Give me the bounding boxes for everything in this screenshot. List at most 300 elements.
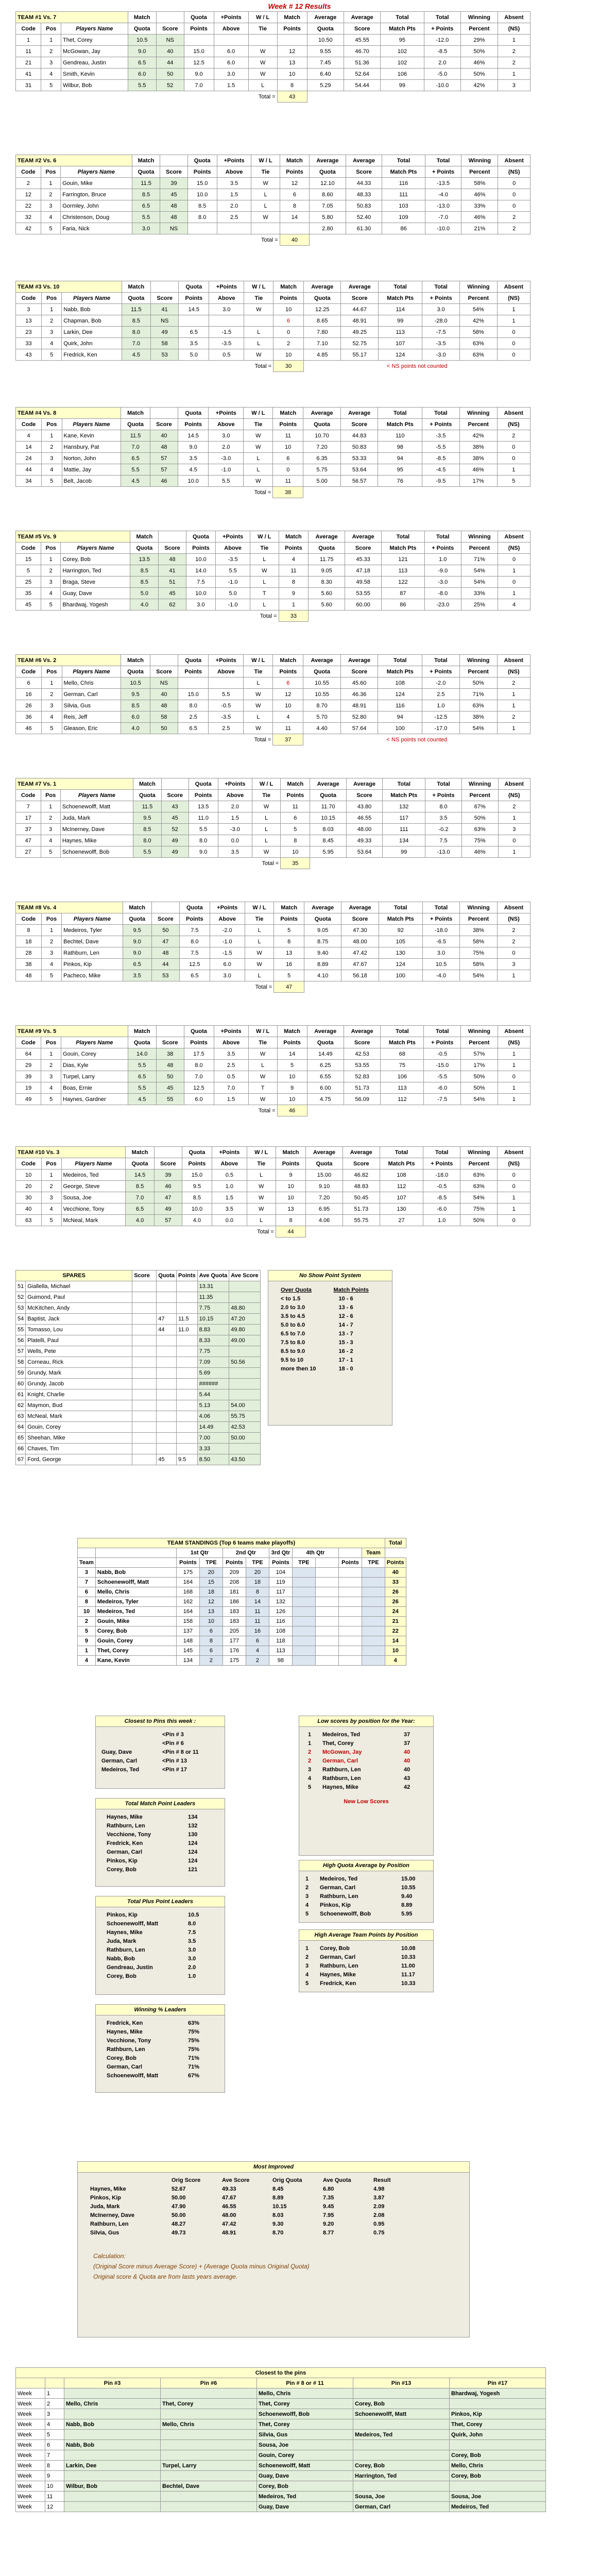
column-header: Quota: [121, 419, 150, 430]
panel-title: Closest to Pins this week :: [96, 1716, 225, 1727]
panel-row: [99, 1748, 221, 1756]
cell: Medeiros, Ted: [257, 2492, 353, 2502]
cell: 0: [498, 1215, 530, 1226]
cell: Sousa, Joe: [450, 2492, 546, 2502]
cell: 5: [41, 1094, 61, 1105]
cell: W: [244, 700, 273, 711]
cell: 3: [498, 824, 530, 835]
cell: 0.5: [214, 1071, 248, 1082]
cell: 1: [279, 599, 309, 611]
column-header: Points: [280, 166, 309, 178]
cell: 67: [16, 1454, 26, 1465]
spacer: [150, 734, 178, 745]
column-header: Players Name: [62, 913, 123, 925]
cell: Gouin, Corey: [257, 2450, 353, 2461]
cell: 208: [223, 1578, 246, 1587]
player-name: Smith, Kevin: [61, 69, 128, 80]
cell: 44.33: [346, 178, 382, 189]
cell: 50.83: [346, 200, 382, 212]
cell: [64, 2450, 161, 2461]
cell: 124: [188, 1849, 198, 1855]
team-header: TEAM #1 Vs. 7: [16, 12, 128, 23]
cell: 10: [78, 1607, 96, 1617]
panel-row: [105, 2036, 216, 2045]
column-header: +Points: [212, 1147, 247, 1158]
spare-row: [16, 1454, 261, 1465]
cell: Thet, Corey: [161, 2399, 257, 2409]
spacer: [41, 234, 60, 246]
cell: 11.5: [122, 304, 150, 315]
cell: [161, 2440, 257, 2450]
cell: 15.0: [178, 689, 209, 700]
cell: 48.80: [229, 1303, 260, 1314]
cell: 63%: [188, 2020, 200, 2026]
noshow-row: [279, 1294, 371, 1303]
column-header: Total: [382, 531, 425, 543]
column-header: Players Name: [62, 293, 122, 304]
cell: L: [244, 464, 273, 476]
pin-row: [16, 2399, 546, 2409]
cell: 4.5: [121, 476, 150, 487]
spacer: [128, 91, 156, 103]
cell: W: [247, 1204, 276, 1215]
cell: Pinkos, Kip: [107, 1857, 138, 1864]
column-header: Above: [218, 790, 252, 801]
cell: 28: [16, 947, 42, 959]
column-header: + Points: [422, 666, 460, 677]
player-name: Maymon, Bud: [26, 1400, 132, 1411]
cell: 48: [16, 970, 42, 981]
cell: 3: [16, 304, 42, 315]
column-header: Match: [121, 408, 150, 419]
cell: [161, 2388, 257, 2399]
cell: 16: [274, 959, 304, 970]
cell: -3.5: [216, 554, 250, 565]
cell: 1: [498, 1082, 530, 1094]
player-name: McKitchen, Andy: [26, 1303, 132, 1314]
cell: 2: [308, 1749, 312, 1755]
cell: 9.0: [178, 442, 209, 453]
cell: 4.10: [304, 970, 341, 981]
column-header: [16, 2378, 45, 2388]
column-header: Points: [176, 1558, 199, 1568]
cell: 7.35: [323, 2194, 334, 2201]
standings-row: [78, 1646, 406, 1656]
panel-row: [105, 1821, 216, 1830]
column-header: W / L: [244, 408, 273, 419]
column-header: [161, 778, 189, 790]
cell: 56: [16, 1335, 26, 1346]
cell: 15.0: [182, 1170, 212, 1181]
cell: 23: [16, 327, 42, 338]
cell: -3.0: [424, 577, 461, 588]
cell: W: [244, 442, 273, 453]
cell: 3.5: [188, 1938, 196, 1944]
column-header: Quota: [133, 790, 162, 801]
cell: 5.5: [121, 464, 150, 476]
column-header: Absent: [498, 1026, 530, 1037]
cell: 6.5: [123, 959, 151, 970]
cell: 9.5: [121, 689, 150, 700]
cell: 2.0: [188, 1964, 196, 1971]
team-header: TEAM #10 Vs. 3: [16, 1147, 126, 1158]
cell: 48: [151, 947, 179, 959]
spacer: [159, 611, 186, 622]
column-header: Average: [344, 1026, 380, 1037]
player-name: Gendreau, Justin: [61, 57, 128, 69]
column-header: TPE: [246, 1558, 269, 1568]
no-show-panel: [268, 1270, 392, 1426]
column-header: Average: [341, 281, 378, 293]
cell: 56.18: [341, 970, 379, 981]
cell: 3.0: [422, 304, 460, 315]
spacer: [62, 487, 121, 498]
cell: 100: [378, 723, 422, 734]
cell: 10.0: [182, 1204, 212, 1215]
cell: < to 1.5: [281, 1295, 301, 1302]
cell: 29: [16, 1060, 41, 1071]
cell: 0: [497, 947, 530, 959]
player-row: [16, 723, 530, 734]
column-header: Total: [425, 155, 461, 166]
cell: 14.49: [307, 1048, 344, 1060]
spacer: [209, 487, 244, 498]
cell: [161, 2502, 257, 2512]
cell: 1: [497, 689, 530, 700]
cell: Rathburn, Len: [322, 1766, 361, 1773]
cell: 8.70: [303, 700, 341, 711]
player-name: Boas, Ernie: [61, 1082, 128, 1094]
cell: 60.00: [345, 599, 382, 611]
cell: [292, 1587, 315, 1597]
player-row: [16, 189, 530, 200]
column-header: Above: [214, 23, 248, 35]
cell: 5: [41, 80, 61, 91]
cell: 5.5: [189, 824, 218, 835]
spacer: [187, 234, 217, 246]
player-name: Haynes, Gardner: [61, 1094, 128, 1105]
cell: [177, 1444, 198, 1454]
cell: [64, 2409, 161, 2419]
column-header: [154, 1147, 182, 1158]
panel-row: [303, 1909, 429, 1918]
cell: 5: [41, 846, 60, 858]
cell: 53: [151, 970, 179, 981]
spacer: [42, 487, 62, 498]
player-name: Farrington, Bruce: [61, 189, 132, 200]
column-header: Absent: [498, 778, 530, 790]
cell: 108: [269, 1626, 292, 1636]
cell: 1: [41, 1048, 61, 1060]
panel-row: [99, 1730, 221, 1739]
cell: [338, 1568, 362, 1578]
cell: 6: [78, 1587, 96, 1597]
cell: 6.40: [307, 69, 344, 80]
spacer: [62, 734, 121, 745]
player-name: Faria, Nick: [61, 223, 132, 234]
cell: -13.0: [425, 200, 461, 212]
cell: 2.08: [373, 2212, 385, 2218]
cell: 10.0: [178, 476, 209, 487]
cell: 17%: [460, 1060, 498, 1071]
spacer: [16, 981, 42, 993]
cell: 27: [380, 1215, 423, 1226]
cell: 6: [280, 189, 309, 200]
spacer: [41, 91, 61, 103]
cell: W: [252, 846, 281, 858]
quarter-header: 1st Qtr: [176, 1548, 223, 1558]
cell: 116: [378, 700, 422, 711]
cell: Guay, Dave: [101, 1749, 132, 1755]
column-header: Code: [16, 419, 42, 430]
cell: 3.5: [179, 338, 209, 349]
cell: 40: [385, 1568, 406, 1578]
cell: 1: [42, 430, 62, 442]
cell: 63%: [460, 1170, 498, 1181]
player-name: Baptist, Jack: [26, 1314, 132, 1325]
cell: 52.80: [340, 711, 378, 723]
cell: 8.83: [197, 1325, 229, 1335]
total-label: Total =: [254, 363, 272, 369]
spacer: [214, 91, 248, 103]
cell: 3: [42, 700, 62, 711]
cell: [177, 1357, 198, 1368]
cell: 50%: [459, 677, 497, 689]
column-header: Points: [273, 419, 303, 430]
cell: 50%: [460, 1215, 498, 1226]
cell: [132, 1379, 157, 1389]
column-header: + Points: [424, 23, 460, 35]
column-header: Pos: [42, 666, 62, 677]
panel-row: [99, 1756, 221, 1765]
cell: 6.80: [323, 2185, 334, 2192]
cell: 41: [150, 304, 178, 315]
player-row: [16, 46, 530, 57]
cell: [292, 1636, 315, 1646]
cell: 39: [16, 1071, 41, 1082]
player-name: McNeal, Mark: [26, 1411, 132, 1422]
cell: 8.5: [121, 700, 150, 711]
cell: 1.5: [212, 1192, 247, 1204]
cell: 107: [378, 338, 422, 349]
cell: 2: [42, 442, 62, 453]
cell: 2: [273, 338, 304, 349]
column-header: Winning: [459, 281, 497, 293]
cell: Gendreau, Justin: [107, 1964, 153, 1971]
column-header: Points: [276, 1158, 305, 1170]
cell: 50%: [460, 1082, 498, 1094]
panel-row: [306, 1748, 426, 1756]
cell: -3.5: [422, 430, 460, 442]
column-header: Score: [345, 543, 382, 554]
column-header: Score: [150, 293, 178, 304]
cell: [229, 1346, 260, 1357]
cell: [214, 35, 248, 46]
column-header: W / L: [248, 12, 277, 23]
cell: 1: [498, 35, 530, 46]
cell: 58%: [459, 327, 497, 338]
cell: 4.0: [126, 1215, 155, 1226]
column-header: Points: [187, 166, 217, 178]
cell: 55.17: [341, 349, 378, 361]
cell: 104: [269, 1568, 292, 1578]
spacer: [212, 1226, 247, 1238]
cell: 21: [16, 57, 41, 69]
column-header: Winning: [461, 531, 498, 543]
column-header: Average: [303, 408, 341, 419]
pin-row: [16, 2440, 546, 2450]
cell: 12: [280, 178, 309, 189]
cell: 46.70: [344, 46, 380, 57]
cell: 4.5: [178, 464, 209, 476]
cell: Week: [16, 2461, 45, 2471]
cell: 12.5: [184, 57, 214, 69]
column-header: Quota: [306, 1158, 343, 1170]
cell: -8.0: [424, 588, 461, 599]
player-name: Ford, George: [26, 1454, 132, 1465]
cell: 7.5: [425, 835, 462, 846]
player-row: [16, 464, 530, 476]
cell: 4: [41, 1082, 61, 1094]
cell: [157, 1433, 177, 1444]
column-header: Quota: [189, 778, 218, 790]
cell: 2: [45, 2399, 64, 2409]
cell: 49.58: [345, 577, 382, 588]
cell: Medeiros, Ted: [320, 1875, 358, 1882]
cell: 50.00: [172, 2212, 186, 2218]
column-header: Quota: [130, 543, 159, 554]
cell: 0: [497, 327, 530, 338]
cell: 0.0: [212, 1215, 247, 1226]
column-header: Points: [178, 419, 209, 430]
column-header: Total: [378, 281, 422, 293]
column-header: Match Pts: [382, 166, 425, 178]
column-header: Points: [184, 23, 214, 35]
cell: L: [252, 835, 281, 846]
column-header: Total: [381, 1026, 424, 1037]
spacer: [123, 981, 151, 993]
quarter-header: 2nd Qtr: [223, 1548, 269, 1558]
cell: 51.73: [344, 1082, 380, 1094]
cell: 2: [497, 430, 530, 442]
cell: [315, 1578, 338, 1587]
cell: Haynes, Mike: [107, 2028, 143, 2035]
cell: 8: [45, 2461, 64, 2471]
column-header: + Points: [422, 913, 459, 925]
cell: 42%: [459, 430, 497, 442]
cell: 0: [498, 178, 530, 189]
panel-table: [303, 1944, 429, 1988]
cell: 11.0: [177, 1325, 198, 1335]
cell: Corey, Bob: [257, 2481, 353, 2492]
cell: Mello, Chris: [450, 2461, 546, 2471]
cell: 5.80: [310, 212, 346, 223]
column-header: Match Pts: [378, 666, 422, 677]
panel-row: [105, 2045, 216, 2054]
cell: 10: [273, 700, 303, 711]
spacer: [16, 1105, 41, 1116]
cell: -5.0: [424, 69, 460, 80]
player-row: [16, 599, 530, 611]
column-header: Score: [160, 166, 187, 178]
column-header: [160, 155, 187, 166]
cell: Rathburn, Len: [107, 1946, 145, 1953]
high-team-avg-panel: [299, 1929, 434, 1992]
cell: 38%: [459, 453, 497, 464]
player-name: Bhardwaj, Yogesh: [61, 599, 130, 611]
cell: 41: [159, 565, 186, 577]
cell: Larkin, Dee: [64, 2461, 161, 2471]
cell: -4.5: [422, 464, 460, 476]
cell: 111: [383, 824, 425, 835]
cell: [64, 2388, 161, 2399]
player-name: McGowan, Jay: [61, 46, 128, 57]
cell: -18.0: [423, 1170, 460, 1181]
team-total: 43: [277, 91, 307, 103]
cell: [132, 1346, 157, 1357]
team-table: [15, 778, 530, 869]
cell: 31: [16, 80, 41, 91]
column-header: Total: [381, 12, 424, 23]
cell: 63: [16, 1411, 26, 1422]
cell: 1: [497, 970, 530, 981]
cell: 0.5: [212, 1170, 247, 1181]
player-row: [16, 338, 530, 349]
cell: 75%: [188, 2046, 200, 2053]
panel-row: [306, 1756, 426, 1765]
cell: 20: [199, 1568, 223, 1578]
column-header: Points: [281, 790, 310, 801]
cell: 14.5: [179, 304, 209, 315]
column-header: Tie: [245, 913, 274, 925]
cell: 47: [157, 1314, 177, 1325]
player-name: Kane, Kevin: [62, 430, 121, 442]
cell: 4.5: [122, 349, 150, 361]
cell: Medeiros, Ted: [101, 1766, 140, 1773]
pin-row: [16, 2492, 546, 2502]
cell: Week: [16, 2502, 45, 2512]
cell: 52.64: [344, 69, 380, 80]
cell: 102: [381, 57, 424, 69]
cell: German, Carl: [107, 1849, 143, 1855]
cell: 2: [498, 801, 530, 812]
cell: 3.33: [197, 1444, 229, 1454]
cell: 3: [305, 1962, 309, 1969]
cell: 6.5: [128, 1071, 156, 1082]
spacer: [16, 858, 41, 869]
cell: 51.73: [343, 1204, 380, 1215]
cell: 2: [305, 1954, 309, 1960]
cell: -17.0: [422, 723, 460, 734]
column-header: Total: [385, 1538, 406, 1548]
cell: 40: [404, 1749, 410, 1755]
column-header: Average: [306, 1147, 343, 1158]
cell: [362, 1617, 385, 1626]
cell: Thet, Corey: [257, 2399, 353, 2409]
column-header: Average: [340, 655, 378, 666]
column-header: Above: [216, 543, 250, 554]
cell: 45.60: [340, 677, 378, 689]
cell: 5.5: [128, 1082, 156, 1094]
cell: Guay, Dave: [257, 2502, 353, 2512]
column-header: Players Name: [61, 1158, 126, 1170]
low-scores-panel: [299, 1716, 434, 1856]
cell: 7.75: [197, 1346, 229, 1357]
cell: Guay, Dave: [257, 2471, 353, 2481]
spare-row: [16, 1357, 261, 1368]
cell: 49.33: [222, 2185, 236, 2192]
player-name: McInerney, Dave: [90, 2212, 135, 2218]
